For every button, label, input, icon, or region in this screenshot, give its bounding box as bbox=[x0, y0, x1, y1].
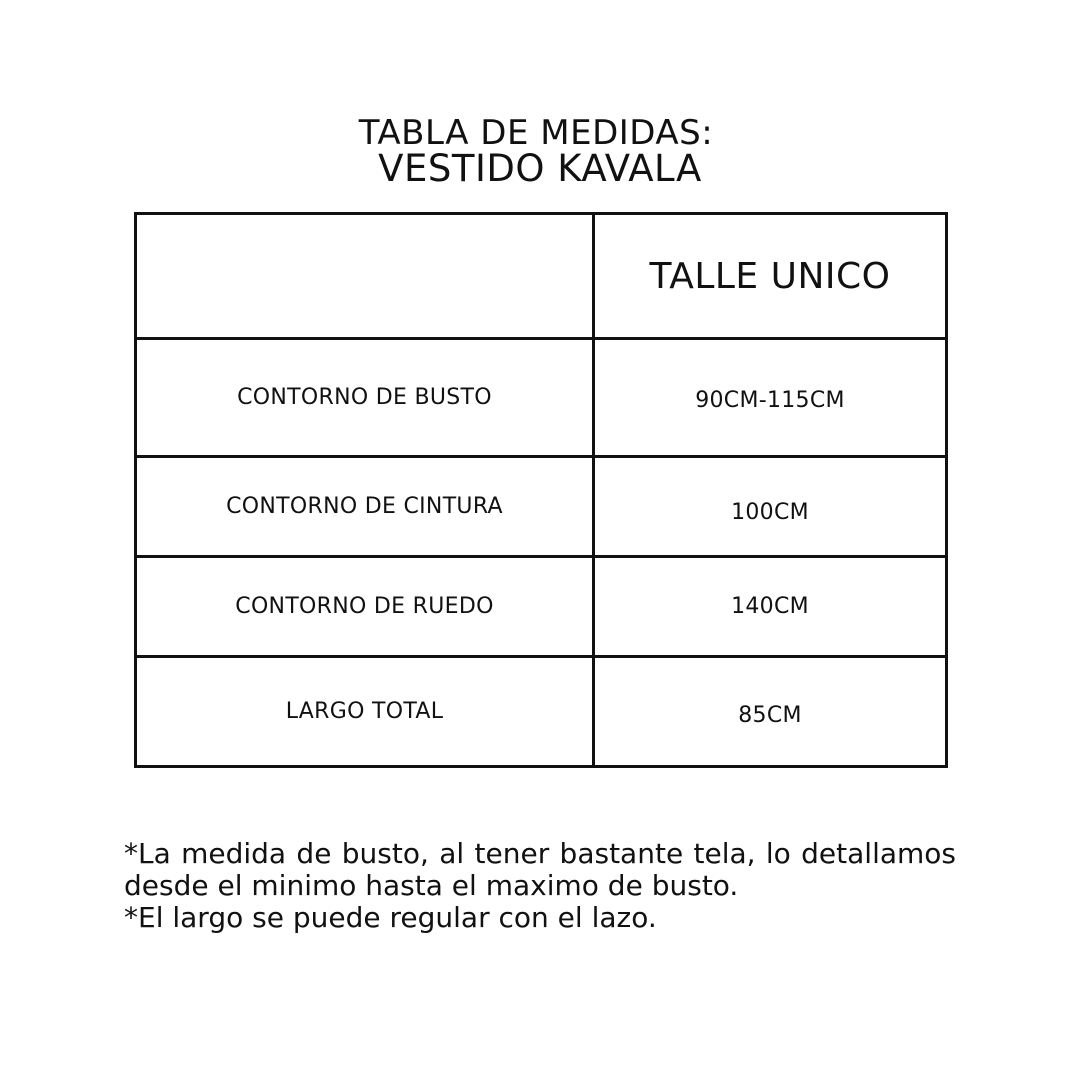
row-value: 90CM-115CM bbox=[594, 339, 947, 457]
row-label: LARGO TOTAL bbox=[136, 657, 594, 767]
table-row bbox=[136, 339, 947, 457]
product-name: VESTIDO KAVALA bbox=[378, 147, 702, 190]
notes bbox=[124, 838, 956, 934]
page-title: TABLA DE MEDIDAS: bbox=[358, 113, 714, 153]
table-row bbox=[136, 557, 947, 657]
note-length: *El largo se puede regular con el lazo. bbox=[124, 901, 657, 934]
row-value: 85CM bbox=[594, 657, 947, 767]
row-value: 140CM bbox=[594, 557, 947, 657]
row-label: CONTORNO DE BUSTO bbox=[136, 339, 594, 457]
header-size-cell bbox=[594, 214, 947, 339]
size-table bbox=[134, 212, 948, 768]
table-header-row bbox=[136, 214, 947, 339]
note-bust: *La medida de busto, al tener bastante tela, lo detallamos desde el minimo hasta el maximo de busto. bbox=[124, 837, 956, 902]
size-label: TALLE UNICO bbox=[649, 255, 891, 297]
row-value: 100CM bbox=[594, 457, 947, 557]
row-label: CONTORNO DE CINTURA bbox=[136, 457, 594, 557]
header-empty-cell bbox=[136, 214, 594, 339]
table-row bbox=[136, 457, 947, 557]
table-row bbox=[136, 657, 947, 767]
row-label: CONTORNO DE RUEDO bbox=[136, 557, 594, 657]
